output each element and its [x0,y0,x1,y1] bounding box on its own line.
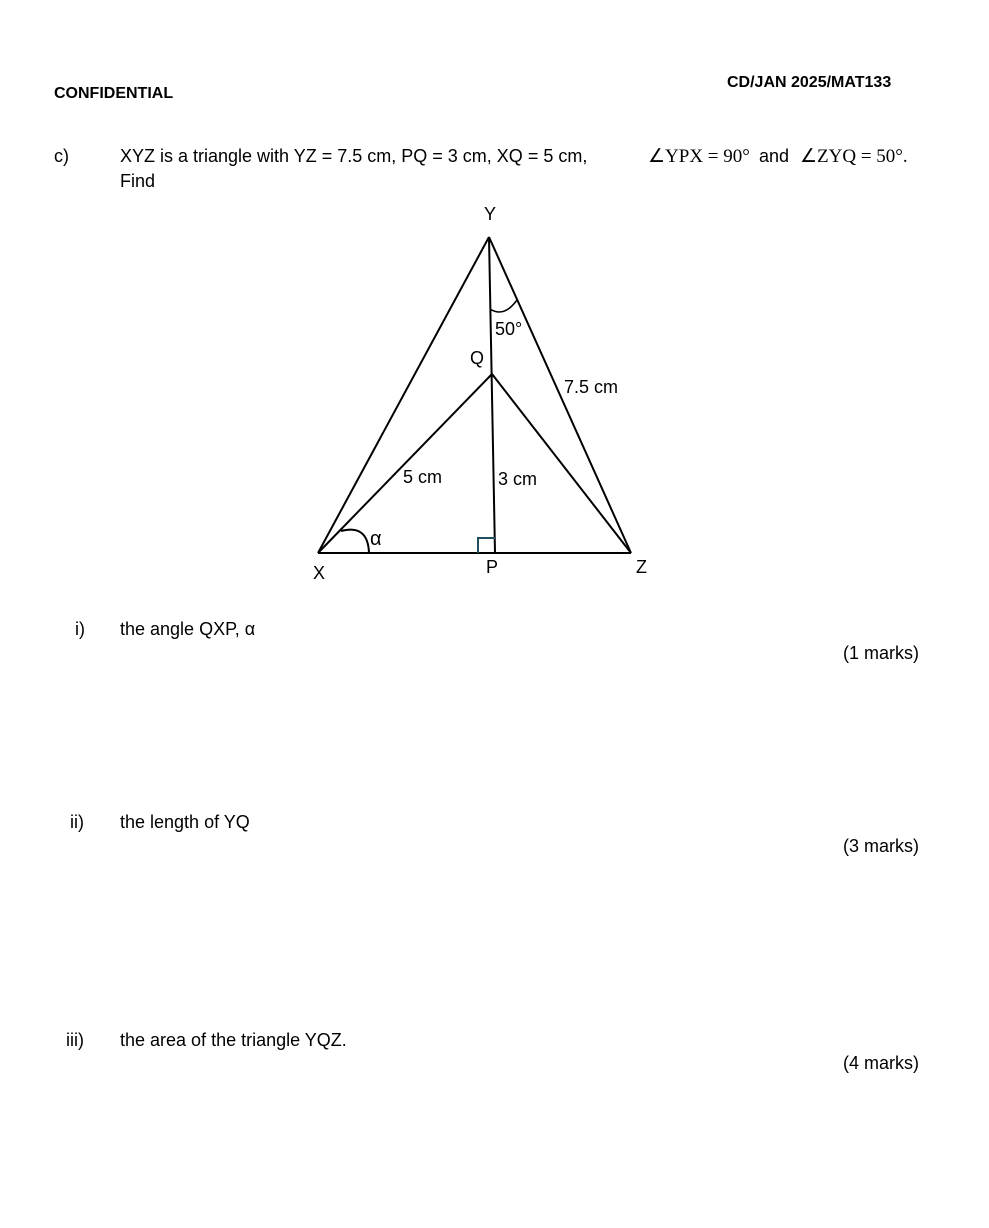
question-statement: XYZ is a triangle with YZ = 7.5 cm, PQ = 3 cm, XQ = 5 cm, [120,146,588,166]
side-xy [318,237,489,553]
vertex-p-label: P [486,557,499,577]
right-angle-marker [478,538,495,553]
header-course-code: CD/JAN 2025/MAT133 [727,74,892,91]
alpha-label: α [370,528,382,550]
part-1-number: i) [75,619,85,639]
xq-length-label: 5 cm [403,467,443,487]
vertex-q-label: Q [470,348,485,368]
question-find: Find [120,171,156,191]
pq-length-label: 3 cm [498,469,538,489]
part-2-text: the length of YQ [120,812,250,832]
segment-xq [318,374,492,553]
part-1-marks: (1 marks) [843,643,919,663]
angle-arc-y [490,300,517,312]
vertex-y-label: Y [484,204,497,224]
part-2-marks: (3 marks) [843,836,919,856]
vertex-z-label: Z [636,557,647,577]
part-3-number: iii) [66,1030,84,1050]
question-and: and [759,146,790,166]
question-label: c) [54,146,69,166]
yz-length-label: 7.5 cm [564,377,619,397]
angle-ypx: ∠YPX = 90° [648,146,750,167]
angle-arc-x [341,530,369,553]
header-confidential: CONFIDENTIAL [54,85,174,102]
part-1-text: the angle QXP, α [120,619,256,639]
part-3-text: the area of the triangle YQZ. [120,1030,347,1050]
vertex-x-label: X [313,563,326,583]
altitude-yp [489,237,495,553]
part-2-number: ii) [70,812,84,832]
segment-qz [492,374,631,553]
triangle-diagram [0,0,989,600]
part-3-marks: (4 marks) [843,1053,919,1073]
angle-zyq: ∠ZYQ = 50°. [800,146,908,167]
angle-50-label: 50° [495,319,523,339]
